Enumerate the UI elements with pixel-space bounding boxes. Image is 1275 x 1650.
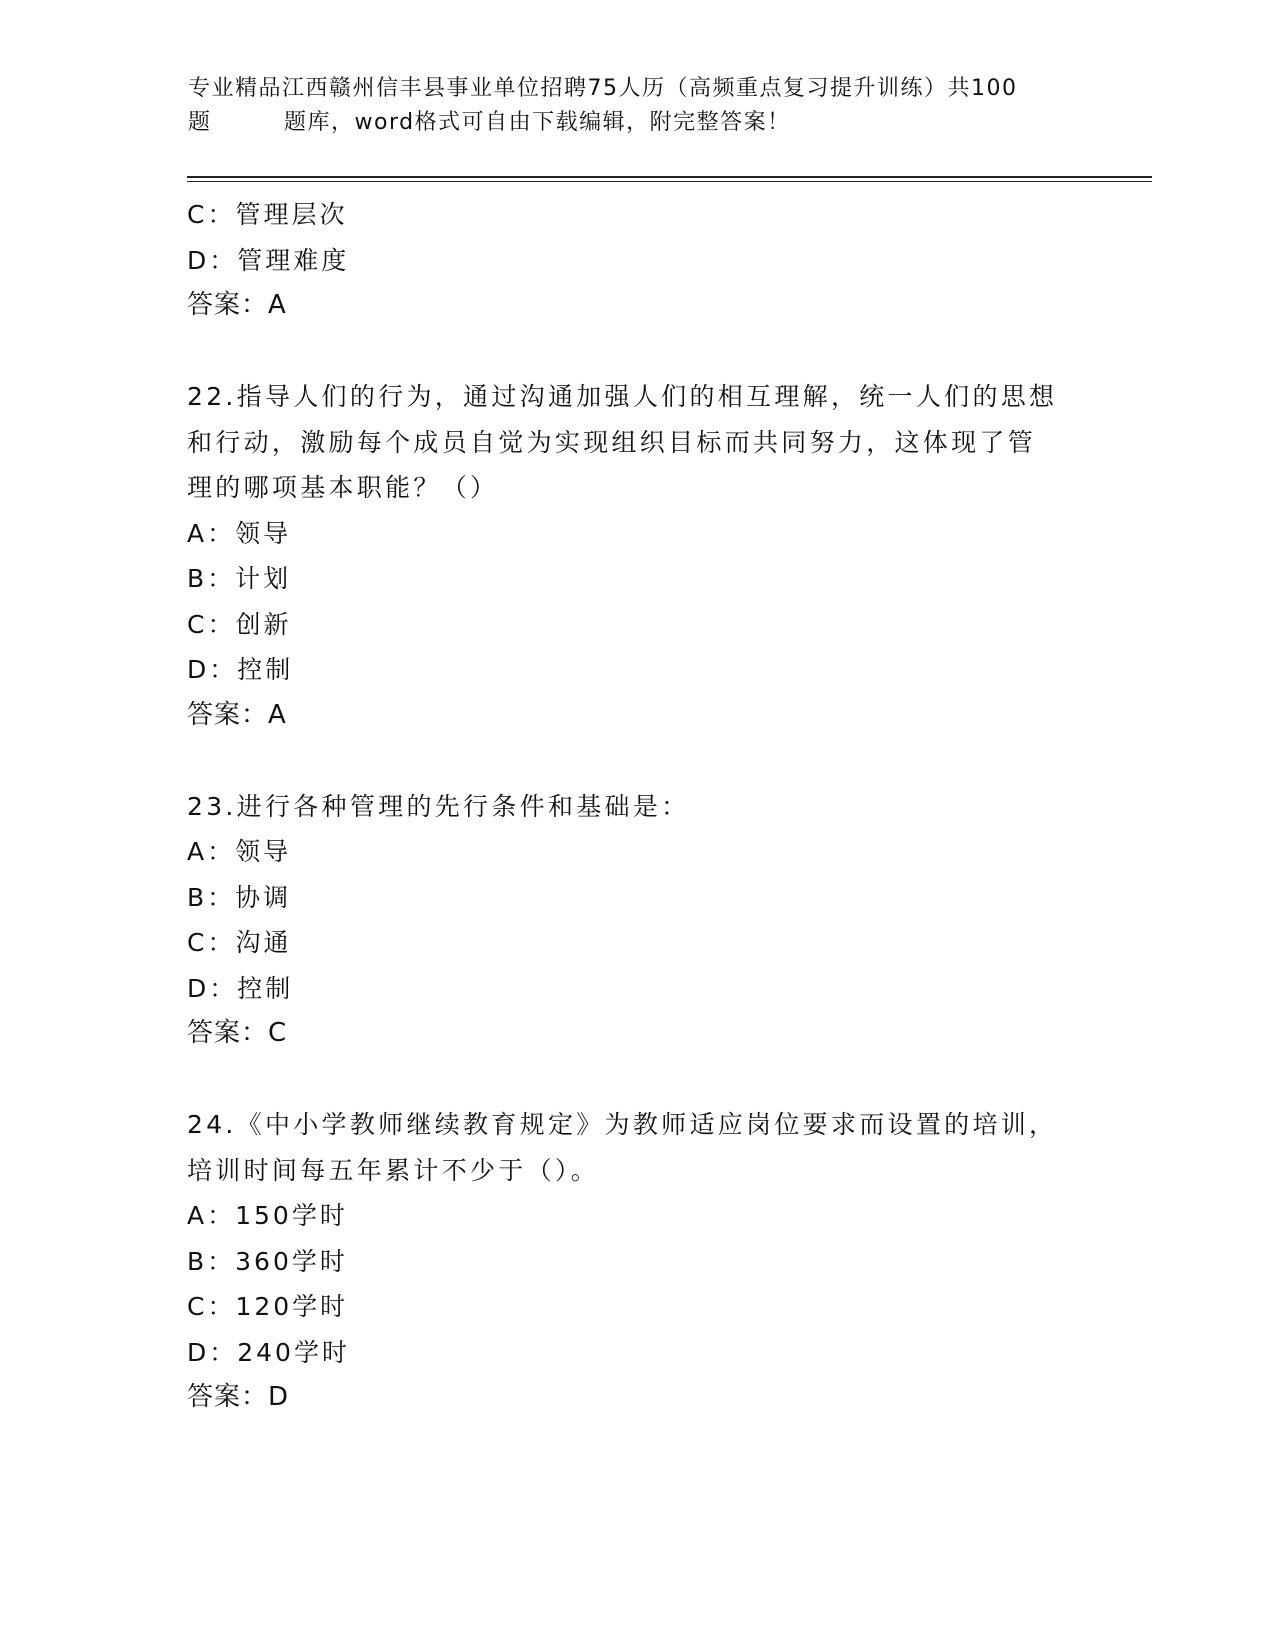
spacer <box>187 738 1087 784</box>
question-text-line: 23.进行各种管理的先行条件和基础是： <box>187 791 690 821</box>
question-23 <box>187 784 1087 1057</box>
option-c: C：管理层次 <box>187 200 348 229</box>
header-rule-thin <box>187 181 1152 182</box>
header-rule-thick <box>187 176 1152 178</box>
header-title-line-2-left: 题 <box>188 110 212 135</box>
question-text-line: 24.《中小学教师继续教育规定》为教师适应岗位要求而设置的培训， <box>187 1110 1058 1139</box>
header-title-line-2-right: 题库，word格式可自由下载编辑，附完整答案！ <box>284 110 791 135</box>
question-text-line: 培训时间每五年累计不少于（）。 <box>187 1155 600 1185</box>
option-d: D：控制 <box>187 973 294 1003</box>
document-header <box>188 72 1068 140</box>
question-text-line: 理的哪项基本职能？（） <box>187 473 499 502</box>
question-22 <box>187 374 1087 738</box>
option-b: B：协调 <box>187 882 292 912</box>
header-title-line-2 <box>188 106 1068 140</box>
option-d: D：控制 <box>187 655 294 684</box>
option-d: D：管理难度 <box>187 245 350 275</box>
option-c: C：120学时 <box>187 1292 349 1321</box>
header-title-line-1: 专业精品江西赣州信丰县事业单位招聘75人历（高频重点复习提升训练）共100 <box>188 76 1018 101</box>
spacer <box>187 1057 1087 1103</box>
option-c: C：沟通 <box>187 928 292 957</box>
option-b: B：360学时 <box>187 1246 348 1276</box>
question-content <box>187 192 1087 1421</box>
answer-line: 答案：A <box>187 290 287 320</box>
option-d: D：240学时 <box>187 1337 350 1367</box>
option-c: C：创新 <box>187 609 292 639</box>
answer-line: 答案：C <box>187 1018 288 1048</box>
question-21-tail <box>187 192 1087 329</box>
answer-line: 答案：D <box>187 1382 290 1412</box>
option-a: A：领导 <box>187 518 292 548</box>
option-a: A：150学时 <box>187 1201 348 1230</box>
spacer <box>187 329 1087 375</box>
option-a: A：领导 <box>187 837 292 866</box>
answer-line: 答案：A <box>187 699 287 730</box>
option-b: B：计划 <box>187 564 292 593</box>
question-text-line: 22.指导人们的行为，通过沟通加强人们的相互理解，统一人们的思想 <box>187 382 1058 411</box>
question-text-line: 和行动，激励每个成员自觉为实现组织目标而共同努力，这体现了管 <box>187 427 1037 457</box>
question-24 <box>187 1102 1087 1421</box>
